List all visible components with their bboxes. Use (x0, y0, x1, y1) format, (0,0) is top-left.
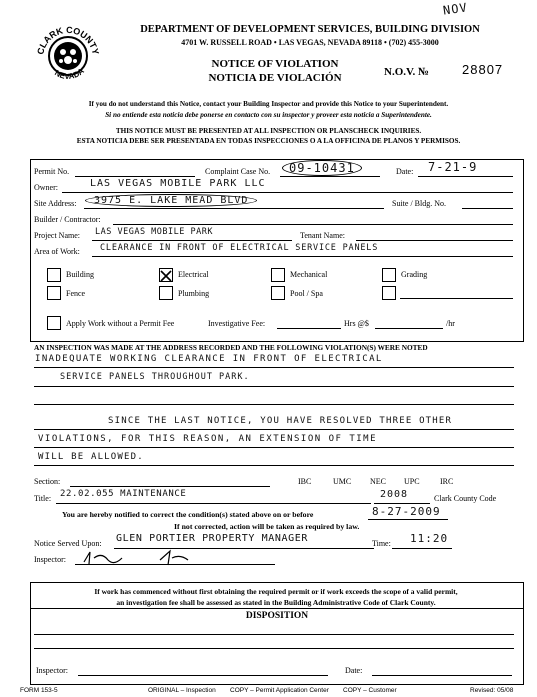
footer-copy-customer: COPY – Customer (343, 687, 397, 694)
violation-line-5: WILL BE ALLOWED. (38, 452, 144, 462)
violation-rule-6 (34, 465, 514, 466)
check-mark-icon (160, 270, 172, 282)
footer-copy-permit: COPY – Permit Application Center (230, 687, 329, 694)
violation-line-3: SINCE THE LAST NOTICE, YOU HAVE RESOLVED THREE OTHER (108, 416, 453, 426)
complaint-label: Complaint Case No. (205, 167, 271, 176)
disposition-divider (30, 608, 524, 609)
apply-fee-label: Apply Work without a Permit Fee (66, 319, 175, 328)
code-irc: IRC (440, 477, 454, 486)
area-value: CLEARANCE IN FRONT OF ELECTRICAL SERVICE PANELS (100, 243, 379, 253)
present-notice-english: THIS NOTICE MUST BE PRESENTED AT ALL INSPECTION OR PLANSCHECK INQUIRIES. (115, 127, 422, 135)
date-label: Date: (396, 167, 414, 176)
electrical-label: Electrical (178, 270, 209, 279)
time-field[interactable] (392, 548, 452, 549)
code-upc: UPC (404, 477, 420, 486)
plumbing-checkbox[interactable] (159, 286, 173, 300)
served-upon-label: Notice Served Upon: (34, 539, 102, 548)
tenant-field[interactable] (356, 240, 513, 241)
disposition-heading: DISPOSITION (245, 611, 309, 621)
correct-by-field[interactable] (368, 519, 448, 520)
violation-line-2: SERVICE PANELS THROUGHOUT PARK. (60, 372, 250, 382)
section-field[interactable] (70, 486, 270, 487)
disposition-date-field[interactable] (372, 675, 512, 676)
hrs-rate-field[interactable] (375, 328, 443, 329)
owner-label: Owner: (34, 183, 58, 192)
area-label: Area of Work: (34, 247, 80, 256)
title-label: Title: (34, 494, 52, 503)
disposition-inspector-label: Inspector: (36, 666, 68, 675)
title-english: NOTICE OF VIOLATION (211, 58, 339, 70)
owner-field[interactable] (62, 192, 513, 193)
suite-label: Suite / Bldg. No. (392, 199, 447, 208)
owner-value: LAS VEGAS MOBILE PARK LLC (90, 178, 266, 189)
building-label: Building (66, 270, 95, 279)
fence-checkbox[interactable] (47, 286, 61, 300)
electrical-checkbox[interactable] (159, 268, 173, 282)
code-ibc: IBC (298, 477, 312, 486)
complaint-field[interactable] (280, 176, 380, 177)
warning-line-1: If work has commenced without first obtaining the required permit or if work exceeds the scope of a valid permit, (94, 587, 458, 596)
complaint-number: 09-10431 (282, 160, 362, 176)
tenant-label: Tenant Name: (300, 231, 345, 240)
inspector-field[interactable] (75, 564, 275, 565)
footer-revised: Revised: 05/08 (470, 687, 514, 694)
violation-line-1: INADEQUATE WORKING CLEARANCE IN FRONT OF ELECTRICAL (35, 354, 383, 364)
section-label: Section: (34, 477, 61, 486)
builder-field[interactable] (113, 224, 513, 225)
svg-text:CLARK COUNTY: CLARK COUNTY (35, 24, 101, 56)
permit-label: Permit No. (34, 167, 70, 176)
hrs-label: Hrs @$ (344, 319, 369, 328)
footer-original: ORIGINAL – Inspection (148, 687, 216, 694)
violations-heading: AN INSPECTION WAS MADE AT THE ADDRESS RECORDED AND THE FOLLOWING VIOLATION(S) WERE NOTED (34, 343, 428, 352)
time-value: 11:20 (410, 532, 449, 545)
investigative-fee-field[interactable] (277, 328, 341, 329)
code-umc: UMC (333, 477, 352, 486)
notified-text: You are hereby notified to correct the condition(s) stated above on or before (62, 510, 314, 519)
apply-fee-checkbox[interactable] (47, 316, 61, 330)
project-label: Project Name: (34, 231, 80, 240)
per-hour-label: /hr (446, 319, 455, 328)
warning-line-2: an investigation fee shall be assessed as stated in the Building Administrative Code of Clark County. (116, 598, 436, 607)
site-address-label: Site Address: (34, 199, 77, 208)
violation-rule-4 (34, 429, 514, 430)
served-upon-value: GLEN PORTIER PROPERTY MANAGER (116, 533, 308, 544)
instructions-english: If you do not understand this Notice, contact your Building Inspector and provide this Notice to your Superintendent. (88, 100, 449, 108)
mechanical-label: Mechanical (290, 270, 328, 279)
site-address-field[interactable] (84, 208, 384, 209)
violation-rule-2 (34, 386, 514, 387)
correct-by-date: 8-27-2009 (372, 505, 441, 518)
area-field[interactable] (92, 256, 513, 257)
disposition-inspector-field[interactable] (78, 675, 328, 676)
instructions-spanish: Si no entiende esta noticia debe ponerse en contacto con su inspector y proveer esta noticia a Superintendente. (105, 111, 432, 119)
present-notice-spanish: ESTA NOTICIA DEBE SER PRESENTADA EN TODAS INSPECCIONES O A LA OFFICINA DE PLANOS Y PERMISOS. (76, 137, 461, 145)
plumbing-label: Plumbing (178, 289, 210, 298)
nov-label: N.O.V. № (384, 66, 430, 78)
svg-text:NEVADA: NEVADA (53, 66, 86, 82)
builder-label: Builder / Contractor: (34, 215, 101, 224)
date-value: 7-21-9 (428, 160, 478, 174)
other-field[interactable] (400, 298, 513, 299)
inspector-signature (80, 548, 200, 573)
investigative-fee-label: Investigative Fee: (208, 319, 266, 328)
department-address: 4701 W. RUSSELL ROAD • LAS VEGAS, NEVADA 89118 • (702) 455-3000 (181, 38, 439, 47)
not-corrected-text: If not corrected, action will be taken as required by law. (174, 522, 360, 531)
grading-checkbox[interactable] (382, 268, 396, 282)
clark-county-logo (33, 18, 103, 88)
nov-number: 28807 (462, 62, 504, 77)
clark-county-code-label: Clark County Code (434, 494, 497, 503)
building-checkbox[interactable] (47, 268, 61, 282)
year-field[interactable] (374, 503, 430, 504)
project-field[interactable] (92, 240, 292, 241)
disposition-date-label: Date: (345, 666, 363, 675)
title-field[interactable] (56, 503, 371, 504)
pool-spa-label: Pool / Spa (290, 289, 323, 298)
form-number: FORM 153-5 (20, 687, 58, 694)
pool-spa-checkbox[interactable] (271, 286, 285, 300)
violation-rule-1 (34, 367, 514, 368)
department-name: DEPARTMENT OF DEVELOPMENT SERVICES, BUILDING DIVISION (140, 24, 480, 35)
permit-field[interactable] (75, 176, 195, 177)
violation-rule-5 (34, 447, 514, 448)
violation-line-4: VIOLATIONS, FOR THIS REASON, AN EXTENSION OF TIME (38, 434, 378, 444)
date-field[interactable] (418, 176, 513, 177)
fence-label: Fence (66, 289, 86, 298)
handwritten-nov: NOV (442, 0, 469, 18)
project-value: LAS VEGAS MOBILE PARK (95, 227, 213, 237)
site-address-value: 3975 E. LAKE MEAD BLVD (85, 194, 257, 207)
code-nec: NEC (370, 477, 386, 486)
grading-label: Grading (401, 270, 428, 279)
time-label: Time: (372, 539, 391, 548)
title-spanish: NOTICIA DE VIOLACIÓN (208, 72, 342, 84)
violation-rule-3 (34, 404, 514, 405)
disposition-line-2[interactable] (34, 648, 514, 649)
inspector-label: Inspector: (34, 555, 66, 564)
other-checkbox[interactable] (382, 286, 396, 300)
mechanical-checkbox[interactable] (271, 268, 285, 282)
title-value: 22.02.055 MAINTENANCE (60, 489, 187, 499)
suite-field[interactable] (462, 208, 513, 209)
disposition-line-1[interactable] (34, 634, 514, 635)
code-year: 2008 (380, 489, 409, 500)
